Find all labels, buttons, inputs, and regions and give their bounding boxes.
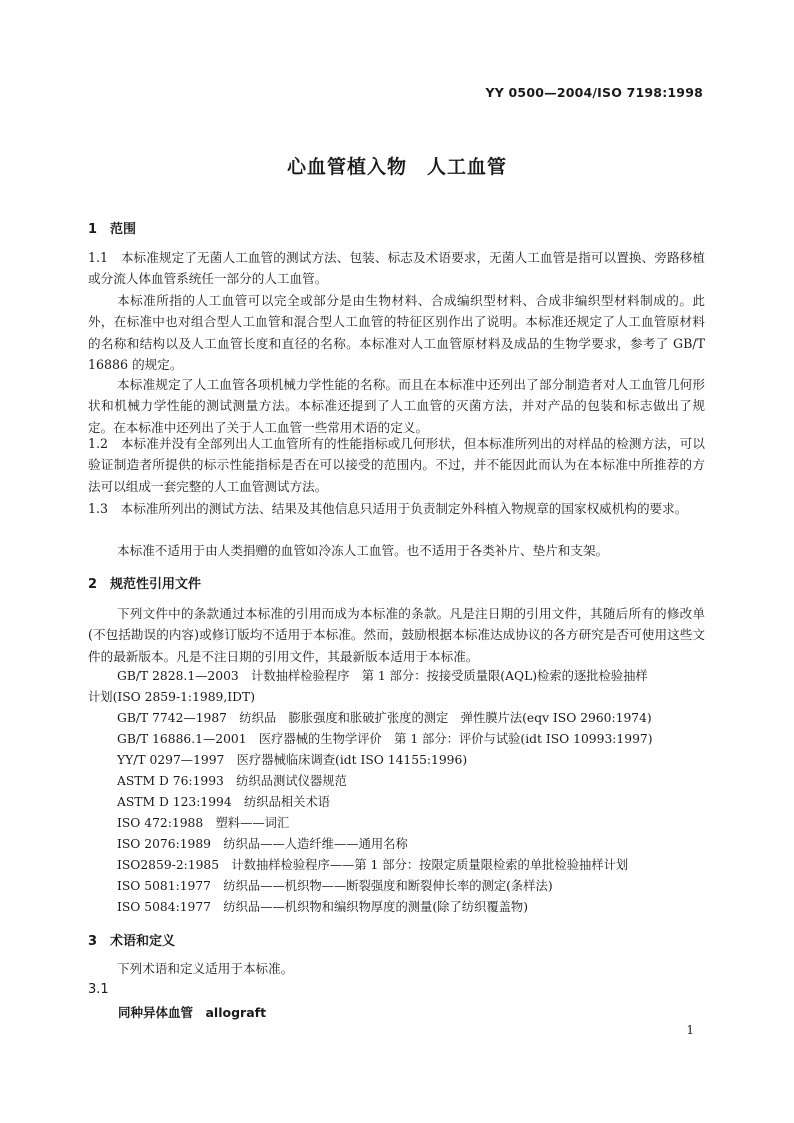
reference-item: ISO2859-2:1985 计数抽样检验程序——第 1 部分：按限定质量限检索的单批检验抽样计划 [117, 858, 629, 872]
reference-item: YY/T 0297—1997 医疗器械临床调查(idt ISO 14155:1996) [117, 753, 468, 767]
clause-3-1-number: 3.1 [88, 982, 109, 997]
reference-item: GB/T 2828.1—2003 计数抽样检验程序 第 1 部分：按接受质量限(AQL)检索的逐批检验抽样 [117, 669, 648, 683]
reference-item: ISO 5081:1977 纺织品——机织物——断裂强度和断裂伸长率的测定(条样法) [117, 879, 553, 893]
reference-item: ISO 5084:1977 纺织品——机织物和编织物厚度的测量(除了纺织覆盖物) [117, 900, 529, 914]
reference-item-continuation: 计划(ISO 2859-1:1989,IDT) [88, 690, 255, 704]
section-3-heading: 3 术语和定义 [88, 934, 176, 949]
reference-item: GB/T 7742—1987 纺织品 膨胀强度和胀破扩张度的测定 弹性膜片法(eqv ISO 2960:1974) [117, 711, 652, 725]
clause-1-2: 1.2 本标准并没有全部列出人工血管所有的性能指标或几何形状，但本标准所列出的对样品的检测方法，可以验证制造者所提供的标示性能指标是否在可以接受的范围内。不过，并不能因此而认为在本标准中所推荐的方法可以组成一套完整的人工血管测试方法。 [88, 436, 705, 494]
reference-item: ASTM D 76:1993 纺织品测试仪器规范 [117, 774, 347, 788]
clause-1-1-para-2: 本标准所指的人工血管可以完全或部分是由生物材料、合成编织型材料、合成非编织型材料制成的。此外，在标准中也对组合型人工血管和混合型人工血管的特征区别作出了说明。本标准还规定了人工血管原材料的名称和结构以及人工血管长度和直径的名称。本标准对人工血管原材料及成品的生物学要求，参考了 GB/T 16886 的规定。 [88, 293, 705, 372]
reference-item: GB/T 16886.1—2001 医疗器械的生物学评价 第 1 部分：评价与试验(idt ISO 10993:1997) [117, 732, 653, 746]
reference-item: ISO 472:1988 塑料——词汇 [117, 816, 290, 830]
clause-1-3-para-2: 本标准不适用于由人类捐赠的血管如冷冻人工血管。也不适用于各类补片、垫片和支架。 [117, 543, 609, 558]
standard-number: YY 0500—2004/ISO 7198:1998 [485, 85, 703, 100]
term-allograft: 同种异体血管 allograft [118, 1005, 267, 1020]
clause-1-1-para-3: 本标准规定了人工血管各项机械力学性能的名称。而且在本标准中还列出了部分制造者对人工血管几何形状和机械力学性能的测试测量方法。本标准还提到了人工血管的灭菌方法，并对产品的包装和标志做出了规定。在本标准中还列出了关于人工血管一些常用术语的定义。 [88, 377, 705, 435]
page-number: 1 [686, 1023, 694, 1037]
section-1-heading: 1 范围 [88, 222, 137, 237]
reference-item: ISO 2076:1989 纺织品——人造纤维——通用名称 [117, 837, 408, 851]
clause-1-1: 1.1 本标准规定了无菌人工血管的测试方法、包装、标志及术语要求，无菌人工血管是指可以置换、旁路移植或分流人体血管系统任一部分的人工血管。 [88, 250, 705, 287]
section-3-intro: 下列术语和定义适用于本标准。 [117, 961, 294, 976]
section-2-heading: 2 规范性引用文件 [88, 577, 202, 592]
reference-item: ASTM D 123:1994 纺织品相关术语 [117, 795, 331, 809]
page-title: 心血管植入物 人工血管 [286, 156, 507, 178]
clause-1-3: 1.3 本标准所列出的测试方法、结果及其他信息只适用于负责制定外科植入物规章的国家权威机构的要求。 [88, 501, 688, 516]
section-2-intro: 下列文件中的条款通过本标准的引用而成为本标准的条款。凡是注日期的引用文件，其随后所有的修改单(不包括勘误的内容)或修订版均不适用于本标准。然而，鼓励根据本标准达成协议的各方研究是否可使用这些文件的最新版本。凡是不注日期的引用文件，其最新版本适用于本标准。 [88, 606, 705, 664]
